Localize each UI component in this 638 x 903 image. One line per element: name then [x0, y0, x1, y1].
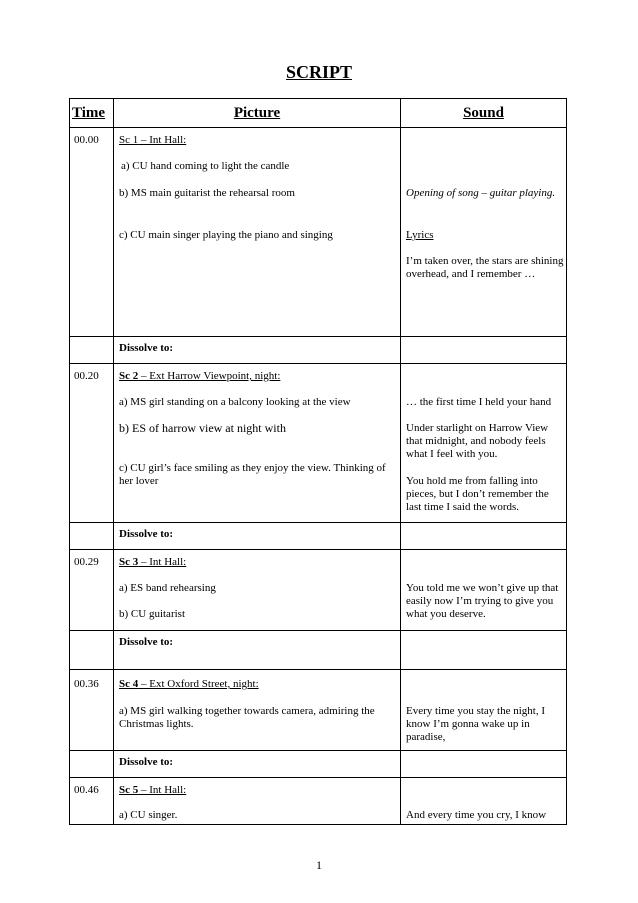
sound-line: … the first time I held your hand [406, 396, 552, 408]
shot-line: b) CU guitarist [119, 608, 185, 620]
scene-heading: Sc 2 – Ext Harrow Viewpoint, night: [119, 370, 281, 382]
page-number: 1 [316, 858, 322, 872]
shot-line: a) ES band rehearsing [119, 582, 216, 594]
scene-heading: Sc 1 – Int Hall: [119, 134, 187, 146]
sound-line: I’m taken over, the stars are shining overhead, and I remember … [406, 255, 564, 280]
scene-row [70, 364, 567, 523]
scene-time: 00.00 [74, 134, 99, 146]
sound-line: Lyrics [406, 229, 434, 241]
sound-line: Opening of song – guitar playing. [406, 187, 556, 199]
header-sound: Sound [401, 99, 567, 128]
sound-line: Every time you stay the night, I know I’m gonna wake up in paradise, [406, 705, 545, 743]
dissolve-label: Dissolve to: [119, 636, 174, 648]
scene-time: 00.36 [74, 678, 99, 690]
scene-heading: Sc 3 – Int Hall: [119, 556, 187, 568]
shot-line: c) CU girl’s face smiling as they enjoy the view. Thinking of her lover [119, 462, 386, 487]
header-picture: Picture [114, 99, 401, 128]
sound-line: And every time you cry, I know [406, 809, 547, 821]
header-row [70, 99, 567, 128]
page-title: SCRIPT [285, 62, 352, 82]
shot-line: b) MS main guitarist the rehearsal room [119, 187, 295, 199]
script-table [69, 98, 567, 825]
header-time: Time [70, 99, 114, 128]
dissolve-row [70, 523, 567, 550]
scene-time: 00.20 [74, 370, 99, 382]
sound-line: Under starlight on Harrow View that midnight, and nobody feels what I feel with you. [406, 422, 549, 460]
scene-row [70, 778, 567, 825]
sound-line: You told me we won’t give up that easily now I’m trying to give you what you deserve. [406, 582, 559, 620]
shot-line: a) CU singer. [119, 809, 178, 821]
shot-line: a) CU hand coming to light the candle [121, 160, 290, 172]
dissolve-row [70, 631, 567, 670]
dissolve-label: Dissolve to: [119, 756, 174, 768]
dissolve-row [70, 337, 567, 364]
dissolve-label: Dissolve to: [119, 528, 174, 540]
scene-heading: Sc 4 – Ext Oxford Street, night: [119, 678, 259, 690]
shot-line: a) MS girl standing on a balcony looking at the view [119, 396, 351, 408]
scene-heading: Sc 5 – Int Hall: [119, 784, 187, 796]
dissolve-label: Dissolve to: [119, 342, 174, 354]
shot-line: c) CU main singer playing the piano and singing [119, 229, 333, 241]
sound-line: You hold me from falling into pieces, but I don’t remember the last time I said the words. [406, 475, 549, 513]
dissolve-row [70, 751, 567, 778]
shot-line: a) MS girl walking together towards camera, admiring the Christmas lights. [119, 705, 375, 730]
scene-row [70, 550, 567, 631]
scene-time: 00.46 [74, 784, 99, 796]
scene-row [70, 670, 567, 751]
scene-time: 00.29 [74, 556, 99, 568]
scene-row [70, 128, 567, 337]
shot-line: b) ES of harrow view at night with [119, 421, 286, 435]
